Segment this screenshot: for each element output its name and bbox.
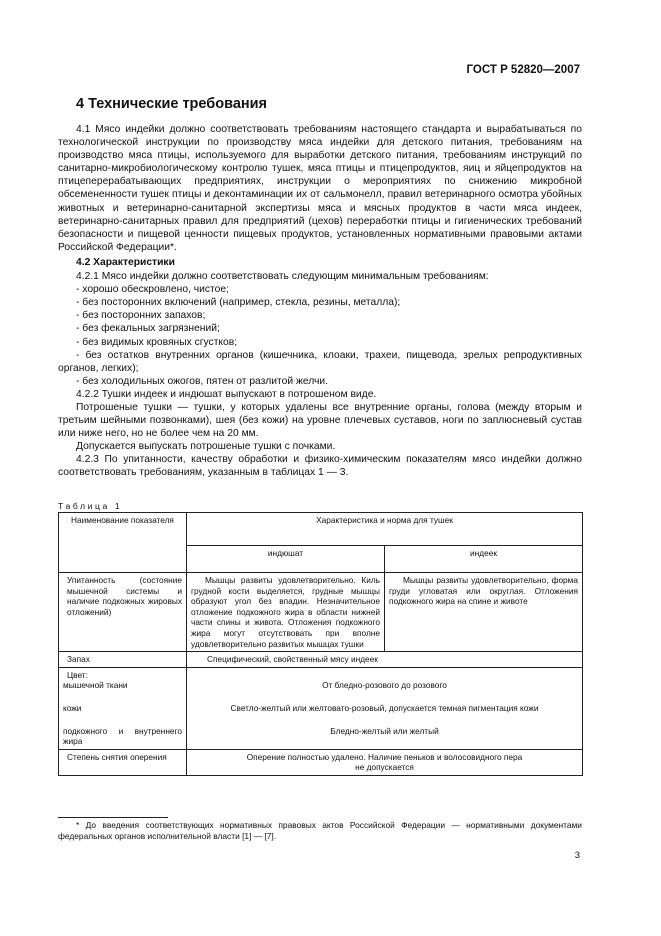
footnote-divider xyxy=(58,817,168,818)
row-name-color-skin: кожи xyxy=(63,702,82,713)
row-name-color-fat: подкожного и внутреннего жира xyxy=(63,725,182,747)
cell-color-skin: Светло-желтый или желтовато-розовый, допускается темная пигментация кожи xyxy=(230,702,539,713)
row-name-fatness: Упитанность (состояние мышечной системы и наличие подкожных жировых отложений) xyxy=(59,573,187,652)
header-characteristic: Характеристика и норма для тушек xyxy=(187,513,583,546)
list-item: - без посторонних включений (например, стекла, резины, металла); xyxy=(76,297,401,309)
list-item: - без видимых кровяных сгустков; xyxy=(76,336,238,348)
paragraph-4-2-1: 4.2.1 Мясо индейки должно соответствовать следующим минимальным требованиям: xyxy=(76,271,489,283)
header-indicator-name: Наименование показателя xyxy=(59,513,187,573)
table-1 xyxy=(58,512,583,776)
list-item: - без фекальных загрязнений; xyxy=(76,323,220,335)
table-caption: Таблица 1 xyxy=(58,501,123,511)
row-name-color-muscle: мышечной ткани xyxy=(63,680,128,691)
cell-fatness-turkeys: Мышцы развиты удовлетворительно, форма груди угловатая или округлая. Отложения подкожного жира на спине и животе xyxy=(385,573,583,652)
standard-designation: ГОСТ Р 52820—2007 xyxy=(466,64,580,76)
header-poults: индюшат xyxy=(187,546,385,573)
row-name-color: Цвет: xyxy=(67,669,88,680)
paragraph-gutted-definition: Потрошеные тушки — тушки, у которых удалены все внутренние органы, голова (между вторым и третьим шейными позвонками), шея (без кожи) на уровне плечевых суставов, ноги по заплюсневый сустав или ниже него, но не более чем на 20 мм. xyxy=(58,401,582,440)
list-item: - хорошо обескровлено, чистое; xyxy=(76,284,229,296)
paragraph-kidneys: Допускается выпускать потрошеные тушки с почками. xyxy=(76,441,336,453)
table-row xyxy=(59,749,583,775)
header-turkeys: индеек xyxy=(385,546,583,573)
subsection-heading: 4.2 Характеристики xyxy=(76,256,175,268)
cell-plumage-line2: не допускается xyxy=(355,762,414,773)
row-name-smell: Запах xyxy=(59,652,187,668)
list-item: - без остатков внутренних органов (кишечника, клоаки, трахеи, пищевода, зрелых репродуктивных органов, легких); xyxy=(58,349,582,374)
cell-smell: Специфический, свойственный мясу индеек xyxy=(187,652,583,668)
paragraph-4-2-2: 4.2.2 Тушки индеек и индюшат выпускают в потрошеном виде. xyxy=(76,388,377,400)
cell-color-muscle: От бледно-розового до розового xyxy=(322,680,447,691)
page-number: 3 xyxy=(574,850,580,861)
table-row xyxy=(59,573,583,652)
table-row xyxy=(59,652,583,668)
cell-fatness-poults: Мышцы развиты удовлетворительно. Киль грудной кости выделяется, грудные мышцы образуют угол без впадин. Незначительное отложение подкожного жира в области нижней части спины и живота. Отложения подкожного жира могут отсутствовать при вполне удовлетворительно развитых мышцах тушки xyxy=(187,573,385,652)
paragraph-4-1: 4.1 Мясо индейки должно соответствовать требованиям настоящего стандарта и вырабатываться по технологической инструкции по производству мяса индейки для детского питания, требованиям на производство мяса птицы, используемого для выработки детского питания, требованиям инструкций по санитарно-микробиологическому контролю тушек, мяса птицы и птицепродуктов, яиц и яйцепродуктов на птицеперерабатывающих предприятиях, инструкции о мероприятиях по снижению микробной обсемененности тушек птицы и деконтаминации их от сальмонелл, правил ветеринарного осмотра убойных животных и ветеринарно-санитарной экспертизы мяса и мясных продуктов в части мяса индеек, ветеринарно-санитарных правил для предприятий (цехов) переработки птицы и гигиенических требований безопасности и пищевой ценности пищевых продуктов, установленных нормативными правовыми актами Российской Федерации*. xyxy=(58,124,582,253)
body-text xyxy=(58,123,582,480)
table-row xyxy=(59,667,583,749)
row-name-plumage: Степень снятия оперения xyxy=(59,749,187,775)
list-item: - без посторонних запахов; xyxy=(76,310,206,322)
list-item: - без холодильных ожогов, пятен от разлитой желчи. xyxy=(76,375,328,387)
cell-plumage-line1: Оперение полностью удалено. Наличие пеньков и волосовидного пера xyxy=(246,751,523,762)
footnote: * До введения соответствующих нормативных правовых актов Российской Федерации — нормативными документами федеральных органов исполнительной власти [1] — [7]. xyxy=(58,820,582,841)
section-title: 4 Технические требования xyxy=(76,96,268,112)
paragraph-4-2-3: 4.2.3 По упитанности, качеству обработки и физико-химическим показателям мясо индейки должно соответствовать требованиям, указанным в таблицах 1 — 3. xyxy=(58,454,582,479)
cell-color-fat: Бледно-желтый или желтый xyxy=(330,725,439,736)
